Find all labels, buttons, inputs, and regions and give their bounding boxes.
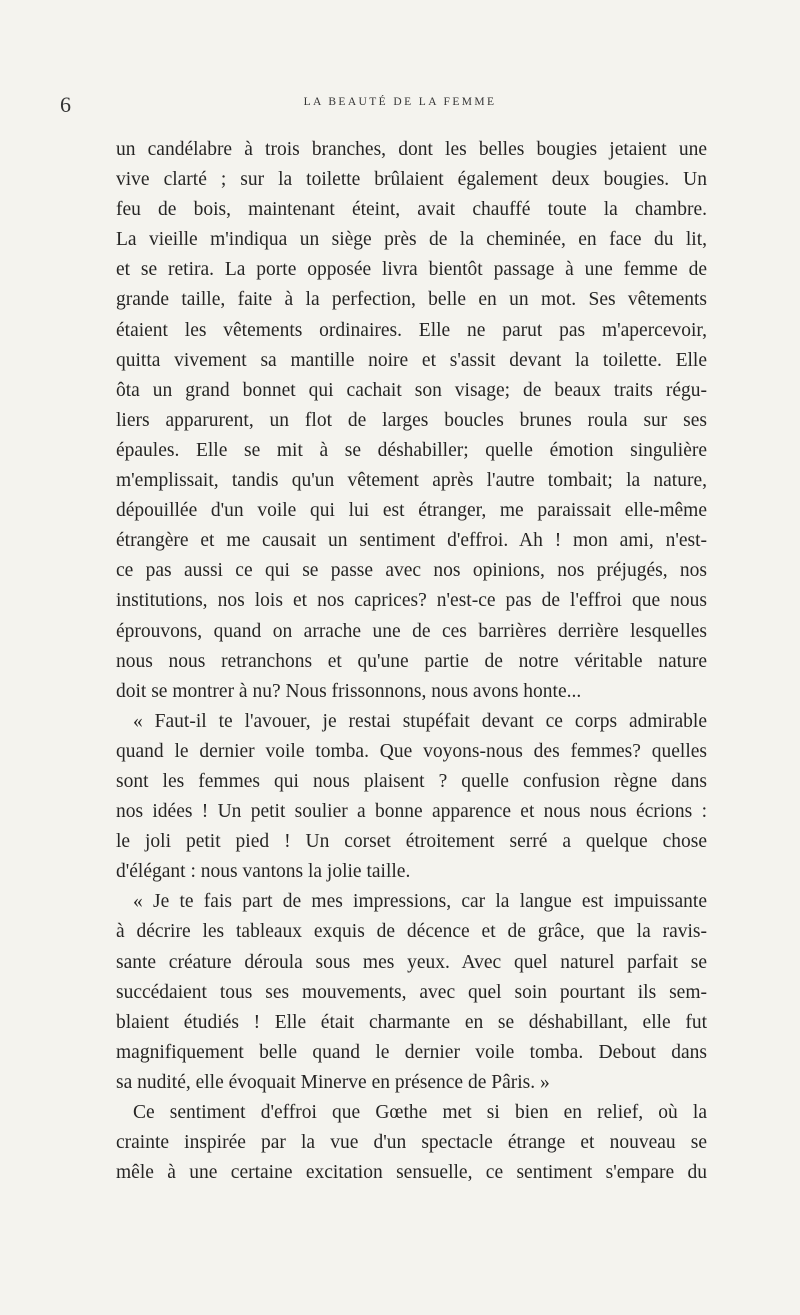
text-line: grande taille, faite à la perfection, belle en un mot. Ses vêtements (116, 289, 707, 311)
running-title: LA BEAUTÉ DE LA FEMME (303, 96, 497, 108)
text-line: ôta un grand bonnet qui cachait son visage; de beaux traits régu- (116, 379, 707, 401)
body-text (116, 135, 707, 1188)
text-line: nous nous retranchons et qu'une partie de notre véritable nature (116, 650, 707, 672)
text-line: sont les femmes qui nous plaisent ? quelle confusion règne dans (116, 770, 707, 792)
text-line: liers apparurent, un flot de larges boucles brunes roula sur ses (116, 409, 707, 431)
text-line: magnifiquement belle quand le dernier voile tomba. Debout dans (116, 1041, 707, 1063)
text-line: crainte inspirée par la vue d'un spectacle étrange et nouveau se (116, 1132, 707, 1154)
text-line: quitta vivement sa mantille noire et s'assit devant la toilette. Elle (116, 349, 707, 371)
text-line: quand le dernier voile tomba. Que voyons-nous des femmes? quelles (116, 740, 707, 762)
text-line: blaient étudiés ! Elle était charmante en se déshabillant, elle fut (116, 1011, 707, 1033)
text-line: éprouvons, quand on arrache une de ces barrières derrière lesquelles (116, 620, 707, 642)
page-header (60, 92, 740, 122)
text-line: le joli petit pied ! Un corset étroitement serré a quelque chose (116, 831, 707, 853)
text-line: feu de bois, maintenant éteint, avait chauffé toute la chambre. (116, 199, 707, 221)
text-line: étrangère et me causait un sentiment d'effroi. Ah ! mon ami, n'est- (116, 530, 707, 552)
text-line: « Faut-il te l'avouer, je restai stupéfait devant ce corps admirable (133, 710, 707, 732)
text-line: nos idées ! Un petit soulier a bonne apparence et nous nous écrions : (116, 801, 707, 823)
text-line: un candélabre à trois branches, dont les belles bougies jetaient une (116, 139, 707, 160)
text-line: m'emplissait, tandis qu'un vêtement après l'autre tombait; la nature, (116, 470, 707, 492)
text-line: sante créature déroula sous mes yeux. Avec quel naturel parfait se (116, 951, 707, 973)
text-line: à décrire les tableaux exquis de décence et de grâce, que la ravis- (116, 921, 707, 943)
text-line: dépouillée d'un voile qui lui est étranger, me paraissait elle-même (116, 500, 707, 522)
text-line: succédaient tous ses mouvements, avec quel soin pourtant ils sem- (116, 981, 707, 1003)
text-line: épaules. Elle se mit à se déshabiller; quelle émotion singulière (116, 439, 707, 461)
text-line: institutions, nos lois et nos caprices? n'est-ce pas de l'effroi que nous (116, 590, 707, 612)
text-line: mêle à une certaine excitation sensuelle, ce sentiment s'empare du (116, 1162, 707, 1184)
text-line: Ce sentiment d'effroi que Gœthe met si bien en relief, où la (133, 1102, 707, 1123)
text-line: La vieille m'indiqua un siège près de la cheminée, en face du lit, (116, 229, 707, 251)
text-line: et se retira. La porte opposée livra bientôt passage à une femme de (116, 259, 707, 281)
page-number: 6 (60, 92, 71, 117)
text-line: « Je te fais part de mes impressions, car la langue est impuissante (133, 891, 707, 913)
text-line: doit se montrer à nu? Nous frissonnons, nous avons honte... (116, 680, 582, 702)
text-line: étaient les vêtements ordinaires. Elle ne parut pas m'apercevoir, (116, 319, 707, 341)
text-line: d'élégant : nous vantons la jolie taille. (116, 861, 411, 883)
text-line: ce pas aussi ce qui se passe avec nos opinions, nos préjugés, nos (116, 560, 707, 582)
text-line: vive clarté ; sur la toilette brûlaient également deux bougies. Un (116, 169, 707, 191)
text-line: sa nudité, elle évoquait Minerve en présence de Pâris. » (116, 1071, 550, 1093)
